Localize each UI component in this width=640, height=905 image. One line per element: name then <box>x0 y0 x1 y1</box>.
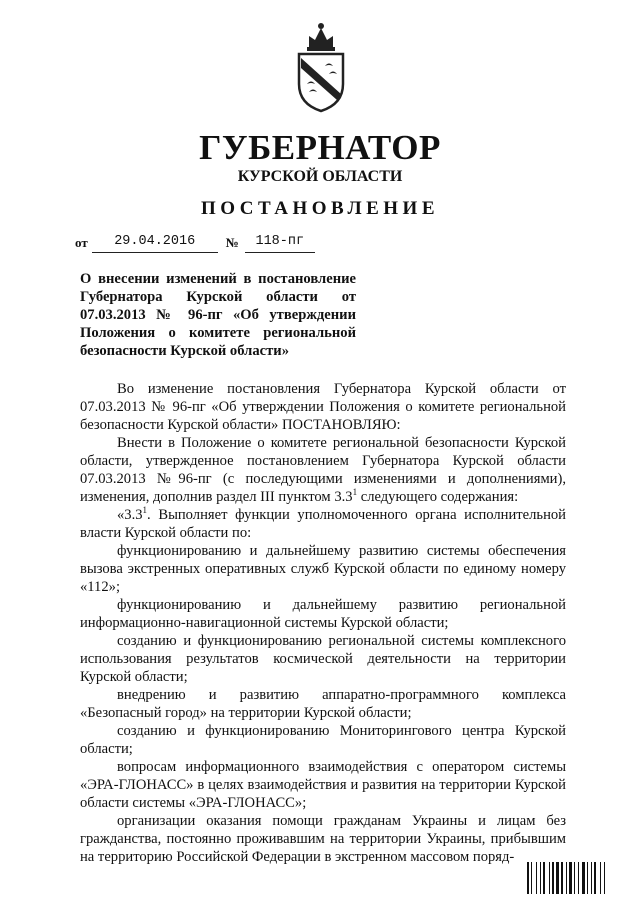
coat-of-arms-icon <box>293 18 349 114</box>
paragraph-preamble: Во изменение постановления Губернатора Курской области от 07.03.2013 № 96-пг «Об утверждении Положения о комитете региональной безопасности Курской области» ПОСТАНОВЛЯЮ: <box>80 381 566 433</box>
document-body <box>80 380 566 866</box>
paragraph-item: вопросам информационного взаимодействия с оператором системы «ЭРА-ГЛОНАСС» в целях взаимодействия и развития на территории Курской области системы «ЭРА-ГЛОНАСС»; <box>80 759 566 811</box>
document-date: 29.04.2016 <box>92 232 218 253</box>
paragraph-clause: «$3.3^1$. Выполняет функции уполномоченного органа исполнительной власти Курской области по: <box>80 505 566 541</box>
number-sign: № <box>225 235 239 250</box>
subject-line: Губернатора Курской области от <box>80 289 356 305</box>
barcode-icon <box>527 862 619 894</box>
subject-line: О внесении изменений в постановление <box>80 271 356 287</box>
date-number-line <box>75 232 315 253</box>
subject-line: безопасности Курской области» <box>80 343 289 359</box>
document-type: ПОСТАНОВЛЕНИЕ <box>200 198 440 219</box>
paragraph-item: функционированию и дальнейшему развитию системы обеспечения вызова экстренных оперативных служб Курской области по единому номеру «112»; <box>80 543 566 595</box>
paragraph-item: созданию и функционированию Мониторингового центра Курской области; <box>80 723 566 757</box>
paragraph-resolution: Внести в Положение о комитете региональной безопасности Курской области, утвержденное постановлением Губернатора Курской области 07.03.2013 №96-пг (с последующими изменениями и дополнениями), изменения, дополнив раздел III пунктом $3.3^1$ следующего содержания: <box>80 435 566 505</box>
paragraph-item: функционированию и дальнейшему развитию региональной информационно-навигационной системы Курской области; <box>80 597 566 631</box>
region-subtitle: КУРСКОЙ ОБЛАСТИ <box>237 168 403 185</box>
subject-line: 07.03.2013 № 96-пг «Об утверждении <box>80 307 356 323</box>
from-label: от <box>75 235 88 250</box>
subject-line: Положения о комитете региональной <box>80 325 356 341</box>
paragraph-item: организации оказания помощи гражданам Украины и лицам без гражданства, постоянно проживавшим на территории Украины, прибывшим на территорию Российской Федерации в экстренном массовом поряд- <box>80 813 566 865</box>
paragraph-item: внедрению и развитию аппаратно-программного комплекса «Безопасный город» на территории Курской области; <box>80 687 566 721</box>
document-subject <box>80 270 356 360</box>
document-number: 118-пг <box>245 232 315 253</box>
page-title: ГУБЕРНАТОР <box>199 128 441 167</box>
paragraph-item: созданию и функционированию региональной системы комплексного использования результатов космической деятельности на территории Курской области; <box>80 633 566 685</box>
